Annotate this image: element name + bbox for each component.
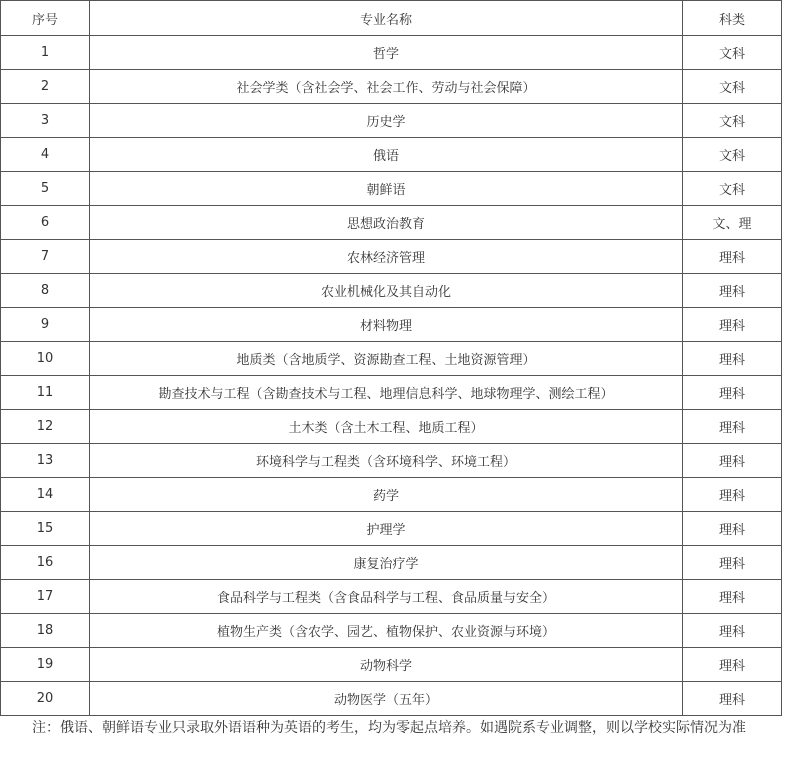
table-row	[1, 104, 782, 138]
table-row	[1, 376, 782, 410]
row-major-name: 历史学	[90, 104, 683, 138]
header-index: 序号	[1, 1, 90, 36]
row-major-name: 土木类（含土木工程、地质工程）	[90, 410, 683, 444]
row-category: 理科	[683, 410, 782, 444]
row-index: 7	[1, 240, 90, 274]
row-major-name: 药学	[90, 478, 683, 512]
row-category: 理科	[683, 376, 782, 410]
row-index: 5	[1, 172, 90, 206]
row-index: 9	[1, 308, 90, 342]
table-row	[1, 614, 782, 648]
row-category: 文科	[683, 36, 782, 70]
row-major-name: 食品科学与工程类（含食品科学与工程、食品质量与安全）	[90, 580, 683, 614]
table-row	[1, 444, 782, 478]
row-index: 14	[1, 478, 90, 512]
table-row	[1, 342, 782, 376]
row-category: 文科	[683, 70, 782, 104]
footnote: 注：俄语、朝鲜语专业只录取外语语种为英语的考生，均为零起点培养。如遇院系专业调整，则以学校实际情况为准	[32, 720, 746, 736]
table-row	[1, 580, 782, 614]
table-row	[1, 410, 782, 444]
row-major-name: 社会学类（含社会学、社会工作、劳动与社会保障）	[90, 70, 683, 104]
table-row	[1, 512, 782, 546]
row-major-name: 地质类（含地质学、资源勘查工程、土地资源管理）	[90, 342, 683, 376]
row-major-name: 植物生产类（含农学、园艺、植物保护、农业资源与环境）	[90, 614, 683, 648]
table-row	[1, 308, 782, 342]
table-row	[1, 274, 782, 308]
row-index: 13	[1, 444, 90, 478]
row-index: 10	[1, 342, 90, 376]
row-index: 17	[1, 580, 90, 614]
row-category: 理科	[683, 342, 782, 376]
row-index: 4	[1, 138, 90, 172]
row-category: 理科	[683, 648, 782, 682]
row-major-name: 农林经济管理	[90, 240, 683, 274]
row-index: 19	[1, 648, 90, 682]
row-major-name: 康复治疗学	[90, 546, 683, 580]
row-major-name: 动物科学	[90, 648, 683, 682]
row-category: 理科	[683, 308, 782, 342]
row-category: 文科	[683, 104, 782, 138]
row-category: 理科	[683, 580, 782, 614]
table-row	[1, 478, 782, 512]
row-major-name: 哲学	[90, 36, 683, 70]
header-major-name: 专业名称	[90, 1, 683, 36]
row-index: 8	[1, 274, 90, 308]
row-index: 6	[1, 206, 90, 240]
row-category: 理科	[683, 444, 782, 478]
row-index: 15	[1, 512, 90, 546]
table-row	[1, 682, 782, 716]
row-major-name: 朝鲜语	[90, 172, 683, 206]
table-row	[1, 36, 782, 70]
row-index: 16	[1, 546, 90, 580]
header-category: 科类	[683, 1, 782, 36]
table-header-row	[1, 1, 782, 36]
table-row	[1, 70, 782, 104]
row-category: 理科	[683, 478, 782, 512]
row-major-name: 材料物理	[90, 308, 683, 342]
table-row	[1, 206, 782, 240]
row-index: 11	[1, 376, 90, 410]
table-row	[1, 172, 782, 206]
row-category: 理科	[683, 240, 782, 274]
row-category: 文科	[683, 138, 782, 172]
table-row	[1, 138, 782, 172]
row-index: 3	[1, 104, 90, 138]
table-row	[1, 546, 782, 580]
row-category: 理科	[683, 614, 782, 648]
table-row	[1, 240, 782, 274]
row-major-name: 动物医学（五年）	[90, 682, 683, 716]
row-major-name: 护理学	[90, 512, 683, 546]
row-index: 12	[1, 410, 90, 444]
row-major-name: 俄语	[90, 138, 683, 172]
row-category: 理科	[683, 546, 782, 580]
row-index: 18	[1, 614, 90, 648]
row-major-name: 思想政治教育	[90, 206, 683, 240]
row-category: 理科	[683, 512, 782, 546]
row-category: 文科	[683, 172, 782, 206]
row-index: 20	[1, 682, 90, 716]
row-index: 2	[1, 70, 90, 104]
row-category: 理科	[683, 274, 782, 308]
row-major-name: 环境科学与工程类（含环境科学、环境工程）	[90, 444, 683, 478]
table-row	[1, 648, 782, 682]
row-category: 文、理	[683, 206, 782, 240]
row-major-name: 勘查技术与工程（含勘查技术与工程、地理信息科学、地球物理学、测绘工程）	[90, 376, 683, 410]
row-major-name: 农业机械化及其自动化	[90, 274, 683, 308]
row-category: 理科	[683, 682, 782, 716]
row-index: 1	[1, 36, 90, 70]
